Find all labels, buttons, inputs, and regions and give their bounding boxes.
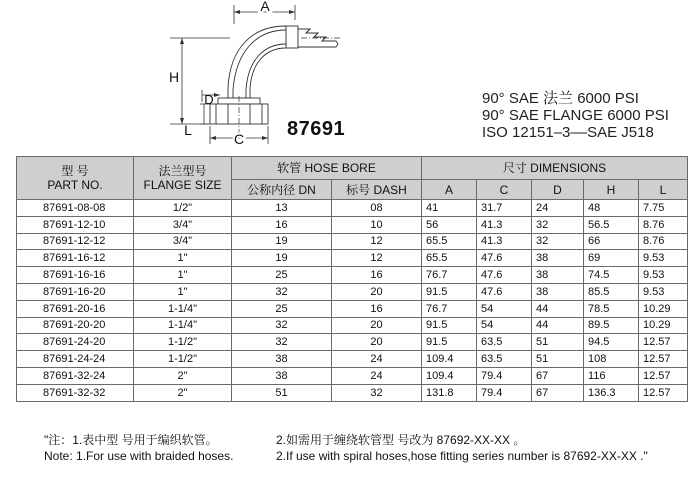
cell-dash: 24 xyxy=(332,351,422,368)
cell-dn: 13 xyxy=(232,200,332,217)
cell-h: 94.5 xyxy=(584,334,639,351)
header-col-l: L xyxy=(639,180,688,200)
table-row xyxy=(17,367,688,384)
cell-part-no: 87691-16-16 xyxy=(17,267,134,284)
table-row xyxy=(17,317,688,334)
cell-dn: 32 xyxy=(232,317,332,334)
cell-dash: 16 xyxy=(332,267,422,284)
cell-l: 9.53 xyxy=(639,283,688,300)
notes xyxy=(44,432,648,464)
note-en-2: 2.If use with spiral hoses,hose fitting series number is 87692-XX-XX ." xyxy=(276,449,648,463)
table-row xyxy=(17,351,688,368)
cell-a: 65.5 xyxy=(422,250,477,267)
header-dash: 标号 DASH xyxy=(332,180,422,200)
note-en-1: Note: 1.For use with braided hoses. xyxy=(44,449,234,463)
spec-block xyxy=(482,90,669,141)
spec-line-en: 90° SAE FLANGE 6000 PSI xyxy=(482,107,669,124)
cell-a: 76.7 xyxy=(422,267,477,284)
dim-label-l: L xyxy=(184,122,192,138)
header-hose-bore: 软管 HOSE BORE xyxy=(232,157,422,180)
cell-dn: 16 xyxy=(232,216,332,233)
cell-dn: 19 xyxy=(232,250,332,267)
cell-part-no: 87691-32-24 xyxy=(17,367,134,384)
cell-part-no: 87691-20-20 xyxy=(17,317,134,334)
spec-line-iso: ISO 12151–3––SAE J518 xyxy=(482,124,654,141)
spec-line-cn: 90° SAE 法兰 6000 PSI xyxy=(482,90,639,107)
cell-a: 91.5 xyxy=(422,334,477,351)
cell-a: 56 xyxy=(422,216,477,233)
cell-a: 109.4 xyxy=(422,351,477,368)
table-row xyxy=(17,300,688,317)
cell-l: 12.57 xyxy=(639,334,688,351)
table-row xyxy=(17,250,688,267)
cell-h: 116 xyxy=(584,367,639,384)
cell-l: 10.29 xyxy=(639,300,688,317)
cell-d: 38 xyxy=(532,283,584,300)
header-flange-size xyxy=(134,157,232,200)
cell-dn: 32 xyxy=(232,334,332,351)
header-flange-en: FLANGE SIZE xyxy=(143,178,222,192)
cell-l: 12.57 xyxy=(639,384,688,401)
cell-c: 41.3 xyxy=(477,233,532,250)
header-part-cn: 型 号 xyxy=(61,164,89,178)
cell-a: 76.7 xyxy=(422,300,477,317)
cell-c: 47.6 xyxy=(477,267,532,284)
table-row xyxy=(17,334,688,351)
cell-flange: 2" xyxy=(134,384,232,401)
table-row xyxy=(17,283,688,300)
cell-d: 32 xyxy=(532,216,584,233)
cell-part-no: 87691-20-16 xyxy=(17,300,134,317)
header-dn: 公称内径 DN xyxy=(232,180,332,200)
dim-label-c: C xyxy=(233,131,245,147)
note-cn-1: "注：1.表中型 号用于编织软管。 xyxy=(44,433,218,447)
cell-a: 109.4 xyxy=(422,367,477,384)
cell-dash: 12 xyxy=(332,250,422,267)
table-row xyxy=(17,267,688,284)
cell-d: 24 xyxy=(532,200,584,217)
cell-flange: 1/2" xyxy=(134,200,232,217)
cell-flange: 1-1/2" xyxy=(134,351,232,368)
cell-part-no: 87691-24-20 xyxy=(17,334,134,351)
cell-d: 67 xyxy=(532,384,584,401)
cell-dash: 20 xyxy=(332,334,422,351)
hose-tail xyxy=(286,26,338,48)
cell-c: 54 xyxy=(477,317,532,334)
cell-h: 108 xyxy=(584,351,639,368)
cell-a: 41 xyxy=(422,200,477,217)
cell-part-no: 87691-08-08 xyxy=(17,200,134,217)
dim-label-h: H xyxy=(168,69,180,85)
cell-dn: 51 xyxy=(232,384,332,401)
cell-dash: 20 xyxy=(332,317,422,334)
cell-c: 47.6 xyxy=(477,283,532,300)
cell-flange: 1" xyxy=(134,283,232,300)
cell-dash: 24 xyxy=(332,367,422,384)
cell-c: 79.4 xyxy=(477,384,532,401)
cell-dn: 25 xyxy=(232,300,332,317)
cell-a: 91.5 xyxy=(422,317,477,334)
cell-c: 41.3 xyxy=(477,216,532,233)
cell-c: 63.5 xyxy=(477,334,532,351)
cell-c: 47.6 xyxy=(477,250,532,267)
cell-flange: 1-1/4" xyxy=(134,300,232,317)
dim-label-d: D xyxy=(204,92,214,107)
cell-d: 38 xyxy=(532,267,584,284)
cell-dash: 12 xyxy=(332,233,422,250)
cell-l: 8.76 xyxy=(639,216,688,233)
cell-l: 8.76 xyxy=(639,233,688,250)
cell-h: 89.5 xyxy=(584,317,639,334)
dimensions-table xyxy=(16,156,688,402)
cell-dn: 38 xyxy=(232,367,332,384)
cell-flange: 1-1/4" xyxy=(134,317,232,334)
cell-flange: 3/4" xyxy=(134,233,232,250)
header-col-d: D xyxy=(532,180,584,200)
cell-part-no: 87691-32-32 xyxy=(17,384,134,401)
cell-part-no: 87691-16-12 xyxy=(17,250,134,267)
cell-h: 136.3 xyxy=(584,384,639,401)
header-col-c: C xyxy=(477,180,532,200)
cell-l: 10.29 xyxy=(639,317,688,334)
cell-h: 56.5 xyxy=(584,216,639,233)
cell-l: 12.57 xyxy=(639,351,688,368)
header-part-en: PART NO. xyxy=(47,178,103,192)
cell-a: 65.5 xyxy=(422,233,477,250)
cell-c: 79.4 xyxy=(477,367,532,384)
cell-d: 44 xyxy=(532,300,584,317)
cell-d: 44 xyxy=(532,317,584,334)
cell-h: 74.5 xyxy=(584,267,639,284)
cell-dn: 32 xyxy=(232,283,332,300)
cell-l: 9.53 xyxy=(639,267,688,284)
cell-c: 31.7 xyxy=(477,200,532,217)
cell-part-no: 87691-12-10 xyxy=(17,216,134,233)
table-row xyxy=(17,233,688,250)
cell-h: 69 xyxy=(584,250,639,267)
cell-dn: 38 xyxy=(232,351,332,368)
cell-d: 32 xyxy=(532,233,584,250)
cell-dash: 16 xyxy=(332,300,422,317)
table-row xyxy=(17,216,688,233)
part-number-title: 87691 xyxy=(287,118,346,140)
cell-dash: 32 xyxy=(332,384,422,401)
cell-part-no: 87691-12-12 xyxy=(17,233,134,250)
cell-d: 67 xyxy=(532,367,584,384)
cell-d: 51 xyxy=(532,334,584,351)
elbow-body xyxy=(228,26,286,98)
cell-flange: 1" xyxy=(134,267,232,284)
cell-flange: 1" xyxy=(134,250,232,267)
cell-c: 63.5 xyxy=(477,351,532,368)
cell-dn: 25 xyxy=(232,267,332,284)
cell-a: 131.8 xyxy=(422,384,477,401)
cell-dash: 08 xyxy=(332,200,422,217)
cell-flange: 2" xyxy=(134,367,232,384)
cell-l: 9.53 xyxy=(639,250,688,267)
table-row xyxy=(17,200,688,217)
cell-dn: 19 xyxy=(232,233,332,250)
header-flange-cn: 法兰型号 xyxy=(158,164,207,178)
header-col-h: H xyxy=(584,180,639,200)
header-dimensions: 尺寸 DIMENSIONS xyxy=(422,157,688,180)
cell-dash: 20 xyxy=(332,283,422,300)
cell-l: 7.75 xyxy=(639,200,688,217)
cell-h: 66 xyxy=(584,233,639,250)
cell-l: 12.57 xyxy=(639,367,688,384)
dim-label-a: A xyxy=(260,0,270,14)
table-row xyxy=(17,384,688,401)
cell-part-no: 87691-24-24 xyxy=(17,351,134,368)
cell-a: 91.5 xyxy=(422,283,477,300)
cell-h: 78.5 xyxy=(584,300,639,317)
cell-c: 54 xyxy=(477,300,532,317)
cell-flange: 1-1/2" xyxy=(134,334,232,351)
header-part-no xyxy=(17,157,134,200)
note-cn-2: 2.如需用于缠绕软管型 号改为 87692-XX-XX 。 xyxy=(276,433,526,447)
cell-d: 38 xyxy=(532,250,584,267)
header-col-a: A xyxy=(422,180,477,200)
cell-d: 51 xyxy=(532,351,584,368)
cell-h: 85.5 xyxy=(584,283,639,300)
cell-dash: 10 xyxy=(332,216,422,233)
table-body xyxy=(17,200,688,402)
cell-part-no: 87691-16-20 xyxy=(17,283,134,300)
cell-flange: 3/4" xyxy=(134,216,232,233)
cell-h: 48 xyxy=(584,200,639,217)
